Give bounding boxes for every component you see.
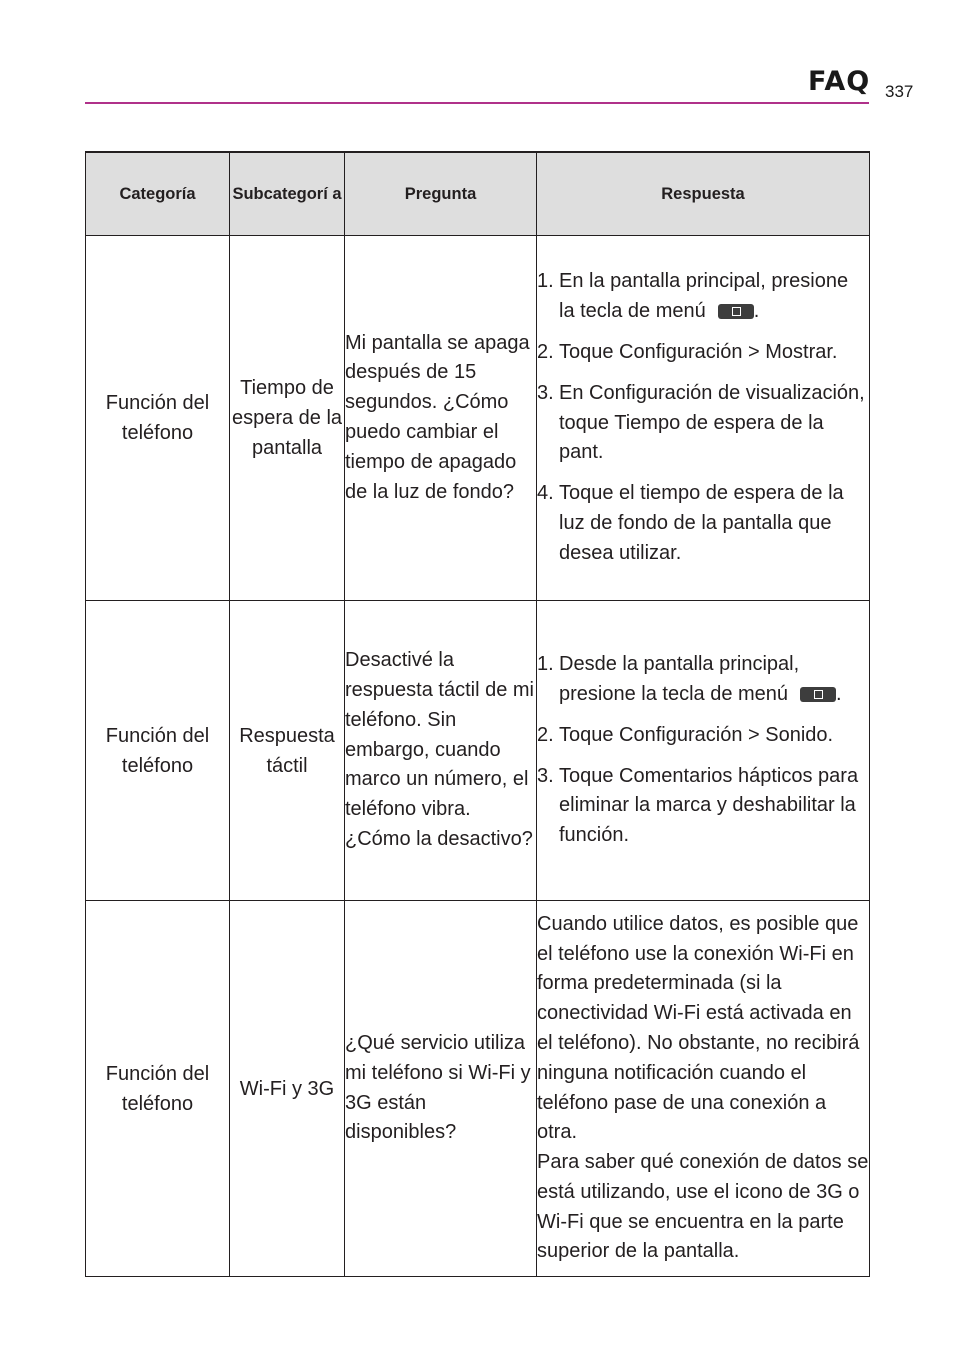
step-text: Toque Configuración > Mostrar. — [559, 341, 838, 363]
step-number: 2. — [537, 723, 554, 746]
category-cell: Función del teléfono — [86, 236, 230, 601]
subcategory-cell: Respuesta táctil — [230, 601, 345, 901]
question-cell: Mi pantalla se apaga después de 15 segundos. ¿Cómo puedo cambiar el tiempo de apagado de la luz de fondo? — [345, 236, 537, 601]
step-text: En Configuración de visualización, toque Tiempo de espera de la pant. — [559, 381, 865, 464]
table-row — [86, 601, 870, 901]
step-text: Toque Configuración > Sonido. — [559, 723, 834, 746]
answer-cell — [537, 901, 870, 1277]
step-number: 3. — [537, 381, 554, 404]
question-cell: ¿Qué servicio utiliza mi teléfono si Wi-Fi y 3G están disponibles? — [345, 901, 537, 1277]
faq-table — [85, 151, 870, 1277]
column-header-question: Pregunta — [345, 152, 537, 236]
header-divider — [85, 102, 869, 104]
answer-steps — [537, 267, 869, 568]
answer-step — [537, 479, 869, 568]
step-text: Desde la pantalla principal, presione la tecla de menú — [559, 653, 800, 705]
section-title: FAQ — [808, 66, 871, 97]
answer-step — [537, 267, 869, 327]
step-text: Toque Comentarios hápticos para eliminar la marca y deshabilitar la función. — [559, 764, 859, 847]
step-text: En la pantalla principal, presione la tecla de menú — [559, 270, 849, 323]
answer-step — [537, 762, 869, 851]
question-cell: Desactivé la respuesta táctil de mi teléfono. Sin embargo, cuando marco un número, el teléfono vibra. ¿Cómo la desactivo? — [345, 601, 537, 901]
subcategory-cell: Tiempo de espera de la pantalla — [230, 236, 345, 601]
page-number: 337 — [885, 82, 914, 101]
column-header-subcategory: Subcategorí a — [230, 152, 345, 236]
step-suffix: . — [836, 682, 842, 705]
answer-step — [537, 379, 869, 468]
category-cell: Función del teléfono — [86, 901, 230, 1277]
answer-paragraph: Para saber qué conexión de datos se está utilizando, use el icono de 3G o Wi-Fi que se encuentra en la parte superior de la pantalla. — [537, 1151, 869, 1263]
menu-key-icon — [718, 304, 754, 319]
table-header-row — [86, 152, 870, 236]
answer-cell — [537, 236, 870, 601]
step-number: 2. — [537, 341, 554, 363]
table-row — [86, 236, 870, 601]
category-cell: Función del teléfono — [86, 601, 230, 901]
answer-cell — [537, 601, 870, 901]
column-header-answer: Respuesta — [537, 152, 870, 236]
step-number: 1. — [537, 270, 554, 293]
answer-step — [537, 338, 869, 368]
step-text: Toque el tiempo de espera de la luz de fondo de la pantalla que desea utilizar. — [559, 482, 844, 564]
answer-paragraph: Cuando utilice datos, es posible que el teléfono use la conexión Wi-Fi en forma predeterminada (si la conectividad Wi-Fi está activada en el teléfono). No obstante, no recibirá ninguna notificación cuando el teléfono pase de una conexión a otra. — [537, 912, 860, 1144]
answer-steps — [537, 650, 869, 851]
step-number: 4. — [537, 482, 554, 505]
subcategory-cell: Wi-Fi y 3G — [230, 901, 345, 1277]
step-suffix: . — [753, 300, 760, 323]
answer-step — [537, 721, 869, 751]
table-row — [86, 901, 870, 1277]
step-number: 3. — [537, 764, 554, 787]
column-header-category: Categoría — [86, 152, 230, 236]
step-number: 1. — [537, 653, 554, 676]
answer-step — [537, 650, 869, 710]
menu-key-icon — [800, 687, 836, 702]
